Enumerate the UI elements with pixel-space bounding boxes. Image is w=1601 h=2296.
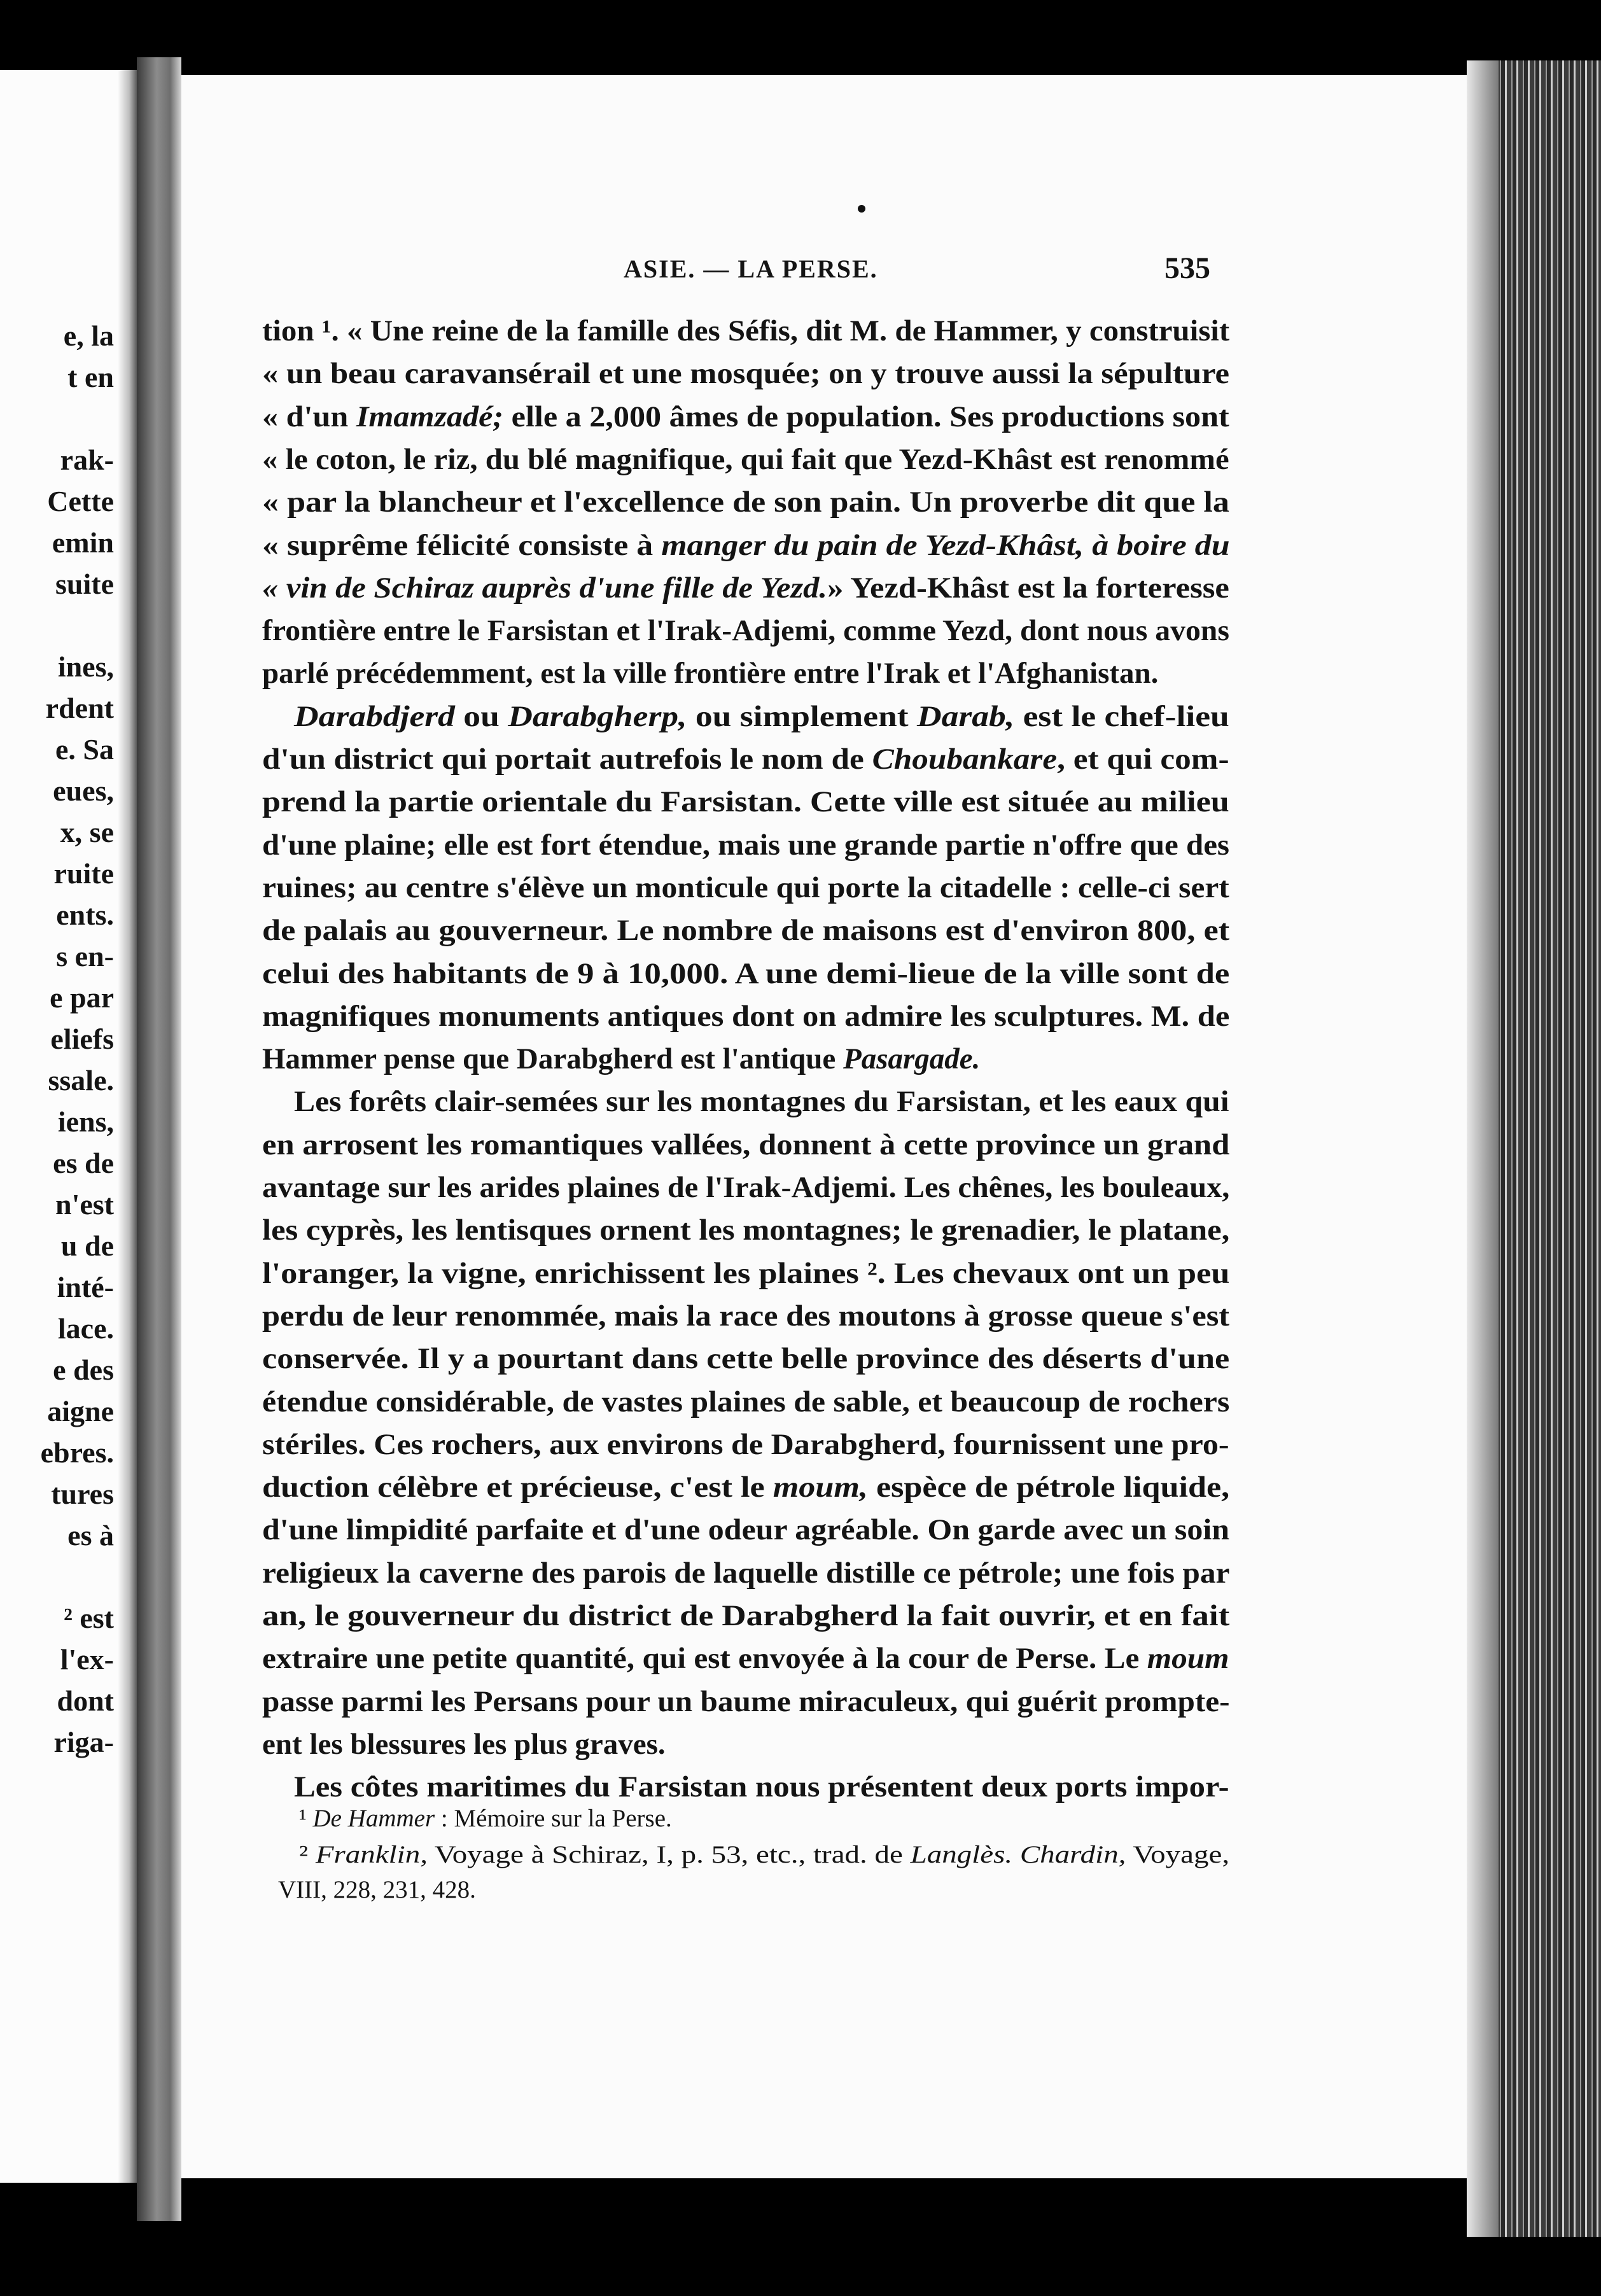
body-line: d'un district qui portait autrefois le nom de Choubankare, et qui com- [262,743,1229,776]
body-line: duction célèbre et précieuse, c'est le moum, espèce de pétrole liquide, [262,1471,1230,1504]
left-page-line: aigne [47,1395,114,1427]
body-line: religieux la caverne des parois de laquelle distille ce pétrole; une fois par [262,1557,1230,1590]
body-line: conservée. Il y a pourtant dans cette belle province des déserts d'une [262,1342,1230,1375]
left-page-line: inté- [57,1271,114,1303]
body-line: « par la blancheur et l'excellence de son pain. Un proverbe dit que la [262,486,1229,519]
left-page-line: rdent [45,692,114,724]
running-title: ASIE. — LA PERSE. [624,255,878,283]
body-line: Hammer pense que Darabgherd est l'antique Pasargade. [262,1042,981,1075]
left-page-line: tures [51,1478,114,1510]
left-page-line: eues, [53,774,114,807]
page-fold-shadow [118,70,137,2183]
left-page-line: u de [60,1229,114,1262]
body-line: an, le gouverneur du district de Darabgherd la fait ouvrir, et en fait [262,1599,1230,1632]
footnote-line: ¹ De Hammer : Mémoire sur la Perse. [299,1805,672,1832]
body-line: extraire une petite quantité, qui est envoyée à la cour de Perse. Le moum [262,1642,1229,1675]
left-page-line: emin [52,526,114,559]
body-line: stériles. Ces rochers, aux environs de Darabgherd, fournissent une pro- [262,1428,1229,1461]
body-line: ent les blessures les plus graves. [262,1728,666,1761]
book-gutter [137,57,181,2221]
body-line: « vin de Schiraz auprès d'une fille de Yezd.» Yezd-Khâst est la forteresse [262,571,1229,605]
body-line: parlé précédemment, est la ville frontière entre l'Irak et l'Afghanistan. [262,657,1159,690]
left-page-line: ssale. [48,1064,114,1096]
left-page-line: ents. [56,899,114,931]
left-page-line: ² est [64,1602,114,1634]
left-page-line: e, la [63,319,114,352]
left-page-line: n'est [55,1188,114,1221]
body-line: « d'un Imamzadé; elle a 2,000 âmes de population. Ses productions sont [262,400,1229,433]
left-page-line: e des [53,1354,114,1386]
left-page-line: e. Sa [55,733,114,766]
body-line: Les côtes maritimes du Farsistan nous présentent deux ports impor- [294,1770,1229,1803]
page-edges [1467,60,1601,2237]
body-line: Darabdjerd ou Darabgherp, ou simplement Darab, est le chef-lieu [294,700,1229,733]
body-line: ruines; au centre s'élève un monticule qui porte la citadelle : celle-ci sert [262,871,1229,904]
body-line: perdu de leur renommée, mais la race des moutons à grosse queue s'est [262,1299,1230,1333]
footnote-line: ² Franklin, Voyage à Schiraz, I, p. 53, etc., trad. de Langlès. Chardin, Voyage, [299,1841,1230,1868]
left-page-line: suite [55,568,114,600]
body-line: celui des habitants de 9 à 10,000. A une demi-lieue de la ville sont de [262,957,1230,990]
body-line: « un beau caravansérail et une mosquée; on y trouve aussi la sépulture [262,357,1230,390]
body-line: de palais au gouverneur. Le nombre de maisons est d'environ 800, et [262,914,1230,947]
left-page-line: ines, [57,650,114,683]
body-line: magnifiques monuments antiques dont on admire les sculptures. M. de [262,1000,1230,1033]
left-page-line: x, se [60,816,114,848]
body-line: en arrosent les romantiques vallées, donnent à cette province un grand [262,1128,1230,1161]
left-page-line: dont [57,1684,114,1717]
body-line: d'une plaine; elle est fort étendue, mais une grande partie n'offre que des [262,829,1229,862]
left-page-line: Cette [47,485,114,517]
left-page-line: es de [53,1147,114,1179]
left-page-line: es à [67,1519,114,1551]
body-line: étendue considérable, de vastes plaines de sable, et beaucoup de rochers [262,1385,1230,1418]
left-page-line: ebres. [40,1436,114,1469]
left-page [0,70,137,2183]
left-page-line: rak- [60,444,114,476]
left-page-line: l'ex- [60,1643,114,1676]
body-line: l'oranger, la vigne, enrichissent les plaines ². Les chevaux ont un peu [262,1257,1230,1290]
left-page-line: t en [67,361,114,393]
body-line: prend la partie orientale du Farsistan. Cette ville est située au milieu [262,785,1229,818]
left-page-line: e par [50,981,114,1014]
left-page-line: ruite [53,857,114,890]
body-line: « le coton, le riz, du blé magnifique, qui fait que Yezd-Khâst est renommé [262,443,1229,476]
left-page-line: lace. [57,1312,114,1345]
body-line: frontière entre le Farsistan et l'Irak-Adjemi, comme Yezd, dont nous avons [262,614,1229,647]
left-page-line: iens, [57,1105,114,1138]
footnote-line: VIII, 228, 231, 428. [278,1876,476,1903]
ink-speck [858,205,865,213]
page-number: 535 [1164,251,1210,285]
left-page-line: eliefs [50,1023,114,1055]
left-page-line: s en- [56,940,114,972]
body-line: les cyprès, les lentisques ornent les montagnes; le grenadier, le platane, [262,1214,1230,1247]
body-line: Les forêts clair-semées sur les montagnes du Farsistan, et les eaux qui [294,1085,1229,1118]
body-line: passe parmi les Persans pour un baume miraculeux, qui guérit prompte- [262,1685,1230,1718]
body-line: avantage sur les arides plaines de l'Irak-Adjemi. Les chênes, les bouleaux, [262,1171,1230,1204]
body-line: d'une limpidité parfaite et d'une odeur agréable. On garde avec un soin [262,1513,1230,1546]
left-page-line: riga- [53,1726,114,1758]
body-line: « suprême félicité consiste à manger du pain de Yezd-Khâst, à boire du [262,529,1230,562]
body-line: tion ¹. « Une reine de la famille des Séfis, dit M. de Hammer, y construisit [262,314,1230,347]
